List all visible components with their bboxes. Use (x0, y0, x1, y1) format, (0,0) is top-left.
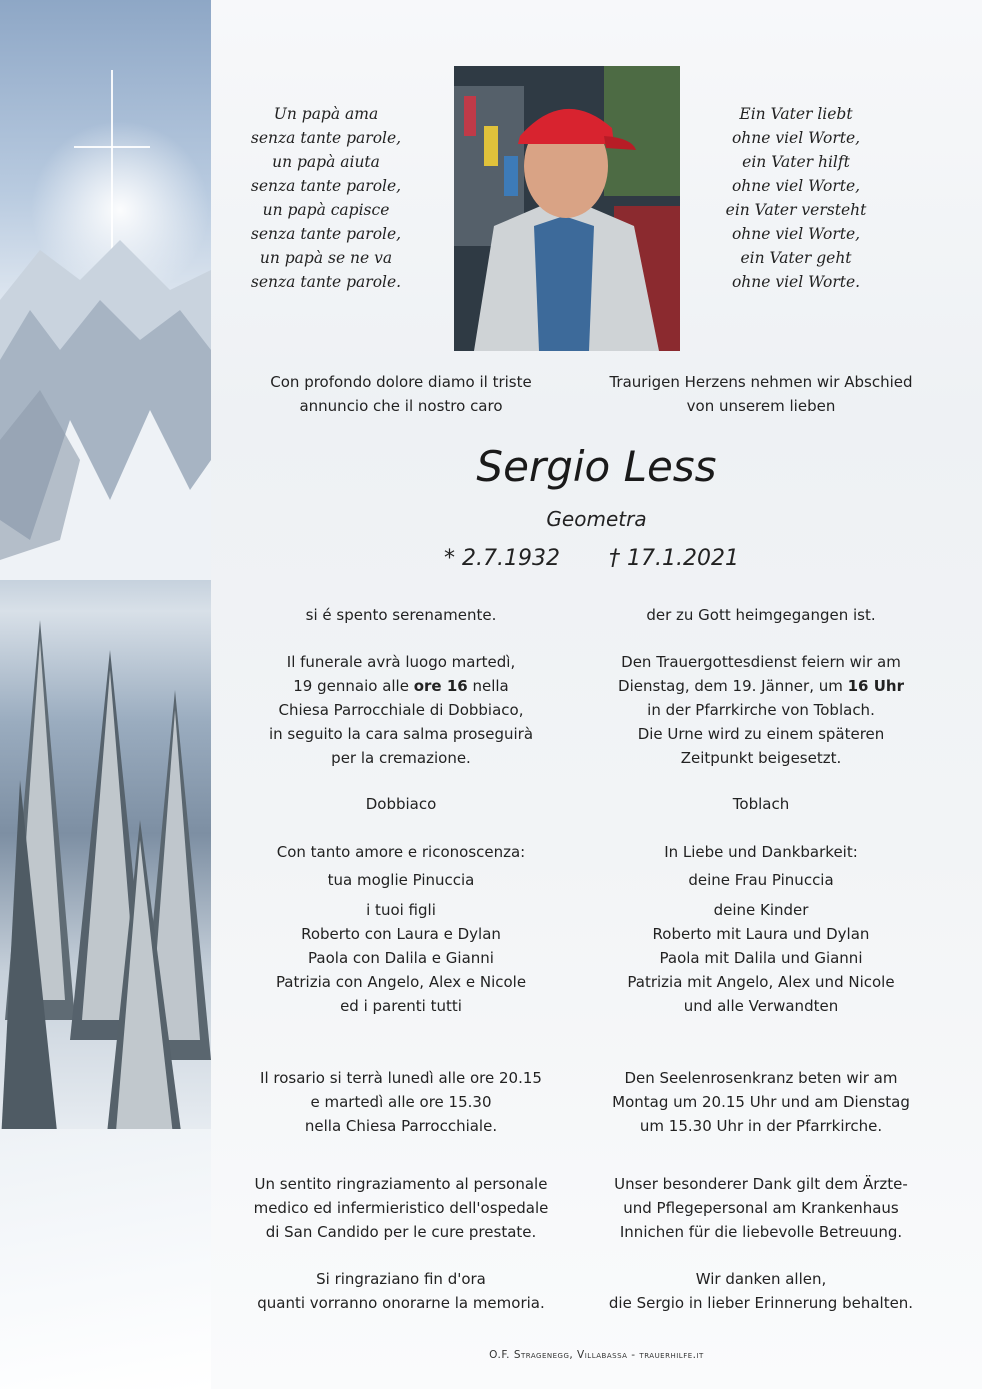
thanks-line: medico ed infermieristico dell'ospedale (253, 1199, 549, 1217)
rosary-line: nella Chiesa Parrocchiale. (304, 1117, 498, 1135)
rosary-line: Il rosario si terrà lunedì alle ore 20.15 (260, 1069, 542, 1087)
poem-line: ohne viel Worte. (731, 273, 861, 291)
poem-line: senza tante parole, (250, 225, 402, 243)
closing-line: Wir danken allen, (695, 1270, 827, 1288)
footer-credit: O.F. Stragenegg, Villabassa - trauerhilfe.it (489, 1349, 704, 1361)
mourner-line: ed i parenti tutti (340, 997, 462, 1015)
poem-line: ein Vater hilft (742, 153, 850, 171)
obituary-content (211, 0, 982, 1389)
funeral-line: Zeitpunkt beigesetzt. (680, 749, 842, 767)
children-heading: i tuoi figli (366, 901, 436, 919)
mourners-italian (221, 840, 581, 1018)
funeral-line: in der Pfarrkirche von Toblach. (647, 701, 875, 719)
intro-line: Con profondo dolore diamo il triste (270, 373, 532, 391)
closing-german (586, 1267, 936, 1315)
mourner-line: Paola mit Dalila und Gianni (659, 949, 863, 967)
poem-line: ohne viel Worte, (731, 177, 861, 195)
funeral-german (586, 650, 936, 770)
mourners-heading: Con tanto amore e riconoscenza: (276, 843, 526, 861)
rosary-italian (221, 1066, 581, 1138)
rosary-line: Montag um 20.15 Uhr und am Dienstag (612, 1093, 910, 1111)
mourner-line: Patrizia mit Angelo, Alex und Nicole (627, 973, 895, 991)
funeral-italian (221, 650, 581, 770)
funeral-line: Den Trauergottesdienst feiern wir am (621, 653, 901, 671)
poem-line: ohne viel Worte, (731, 225, 861, 243)
thanks-line: Unser besonderer Dank gilt dem Ärzte- (614, 1175, 908, 1193)
mountain-illustration (0, 240, 211, 580)
poem-line: Ein Vater liebt (739, 105, 853, 123)
closing-line: quanti vorranno onorarne la memoria. (257, 1294, 545, 1312)
funeral-line: Il funerale avrà luogo martedì, (286, 653, 516, 671)
closing-italian (221, 1267, 581, 1315)
passed-italian: si é spento serenamente. (305, 606, 497, 624)
funeral-text: nella (467, 677, 509, 695)
poem-line: ein Vater versteht (725, 201, 867, 219)
intro-line: von unserem lieben (686, 397, 836, 415)
thanks-german (586, 1172, 936, 1244)
intro-german (586, 370, 936, 418)
mourner-line: Paola con Dalila e Gianni (308, 949, 494, 967)
mourner-line: Patrizia con Angelo, Alex e Nicole (275, 973, 527, 991)
poem-line: un papà se ne va (259, 249, 393, 267)
snow-ground (0, 1129, 211, 1389)
mourners-heading: In Liebe und Dankbarkeit: (664, 843, 858, 861)
rosary-line: e martedì alle ore 15.30 (310, 1093, 492, 1111)
birth-date: * 2.7.1932 (444, 546, 560, 571)
mourner-wife: deine Frau Pinuccia (688, 871, 834, 889)
mourner-line: Roberto mit Laura und Dylan (652, 925, 870, 943)
thanks-line: Innichen für die liebevolle Betreuung. (619, 1223, 903, 1241)
cross-icon-horizontal (74, 146, 150, 148)
passed-german: der zu Gott heimgegangen ist. (646, 606, 876, 624)
poem-line: Un papà ama (273, 105, 379, 123)
funeral-line (586, 674, 936, 698)
rosary-line: Den Seelenrosenkranz beten wir am (624, 1069, 898, 1087)
funeral-time: 16 Uhr (847, 677, 904, 695)
mourner-line: Roberto con Laura e Dylan (301, 925, 501, 943)
poem-line: ohne viel Worte, (731, 129, 861, 147)
funeral-text: Dienstag, dem 19. Jänner, um (618, 677, 848, 695)
closing-line: die Sergio in lieber Erinnerung behalten. (608, 1294, 914, 1312)
place-italian: Dobbiaco (365, 795, 437, 813)
rosary-german (586, 1066, 936, 1138)
poem-line: senza tante parole. (250, 273, 402, 291)
funeral-line: per la cremazione. (331, 749, 471, 767)
rosary-line: um 15.30 Uhr in der Pfarrkirche. (639, 1117, 883, 1135)
thanks-italian (221, 1172, 581, 1244)
mourner-line: und alle Verwandten (683, 997, 839, 1015)
profession: Geometra (546, 507, 647, 531)
poem-german (691, 102, 901, 294)
poem-line: ein Vater geht (740, 249, 852, 267)
poem-italian (221, 102, 431, 294)
funeral-line (221, 674, 581, 698)
thanks-line: und Pflegepersonal am Krankenhaus (623, 1199, 899, 1217)
funeral-line: Die Urne wird zu einem späteren (637, 725, 885, 743)
death-date: † 17.1.2021 (609, 546, 739, 571)
intro-line: annuncio che il nostro caro (299, 397, 503, 415)
mourner-wife: tua moglie Pinuccia (327, 871, 475, 889)
funeral-text: 19 gennaio alle (293, 677, 414, 695)
thanks-line: di San Candido per le cure prestate. (265, 1223, 537, 1241)
funeral-time: ore 16 (413, 677, 468, 695)
closing-line: Si ringraziano fin d'ora (316, 1270, 486, 1288)
place-german: Toblach (732, 795, 790, 813)
poem-line: senza tante parole, (250, 129, 402, 147)
deceased-name: Sergio Less (476, 442, 717, 491)
snowy-trees-illustration (0, 600, 211, 1200)
mourners-german (586, 840, 936, 1018)
thanks-line: Un sentito ringraziamento al personale (254, 1175, 548, 1193)
funeral-line: Chiesa Parrocchiale di Dobbiaco, (278, 701, 524, 719)
poem-line: senza tante parole, (250, 177, 402, 195)
poem-line: un papà aiuta (272, 153, 380, 171)
portrait-photo (454, 66, 680, 351)
intro-italian (221, 370, 581, 418)
winter-landscape-image (0, 0, 211, 1389)
poem-line: un papà capisce (262, 201, 390, 219)
intro-line: Traurigen Herzens nehmen wir Abschied (609, 373, 913, 391)
funeral-line: in seguito la cara salma proseguirà (268, 725, 534, 743)
children-heading: deine Kinder (713, 901, 809, 919)
